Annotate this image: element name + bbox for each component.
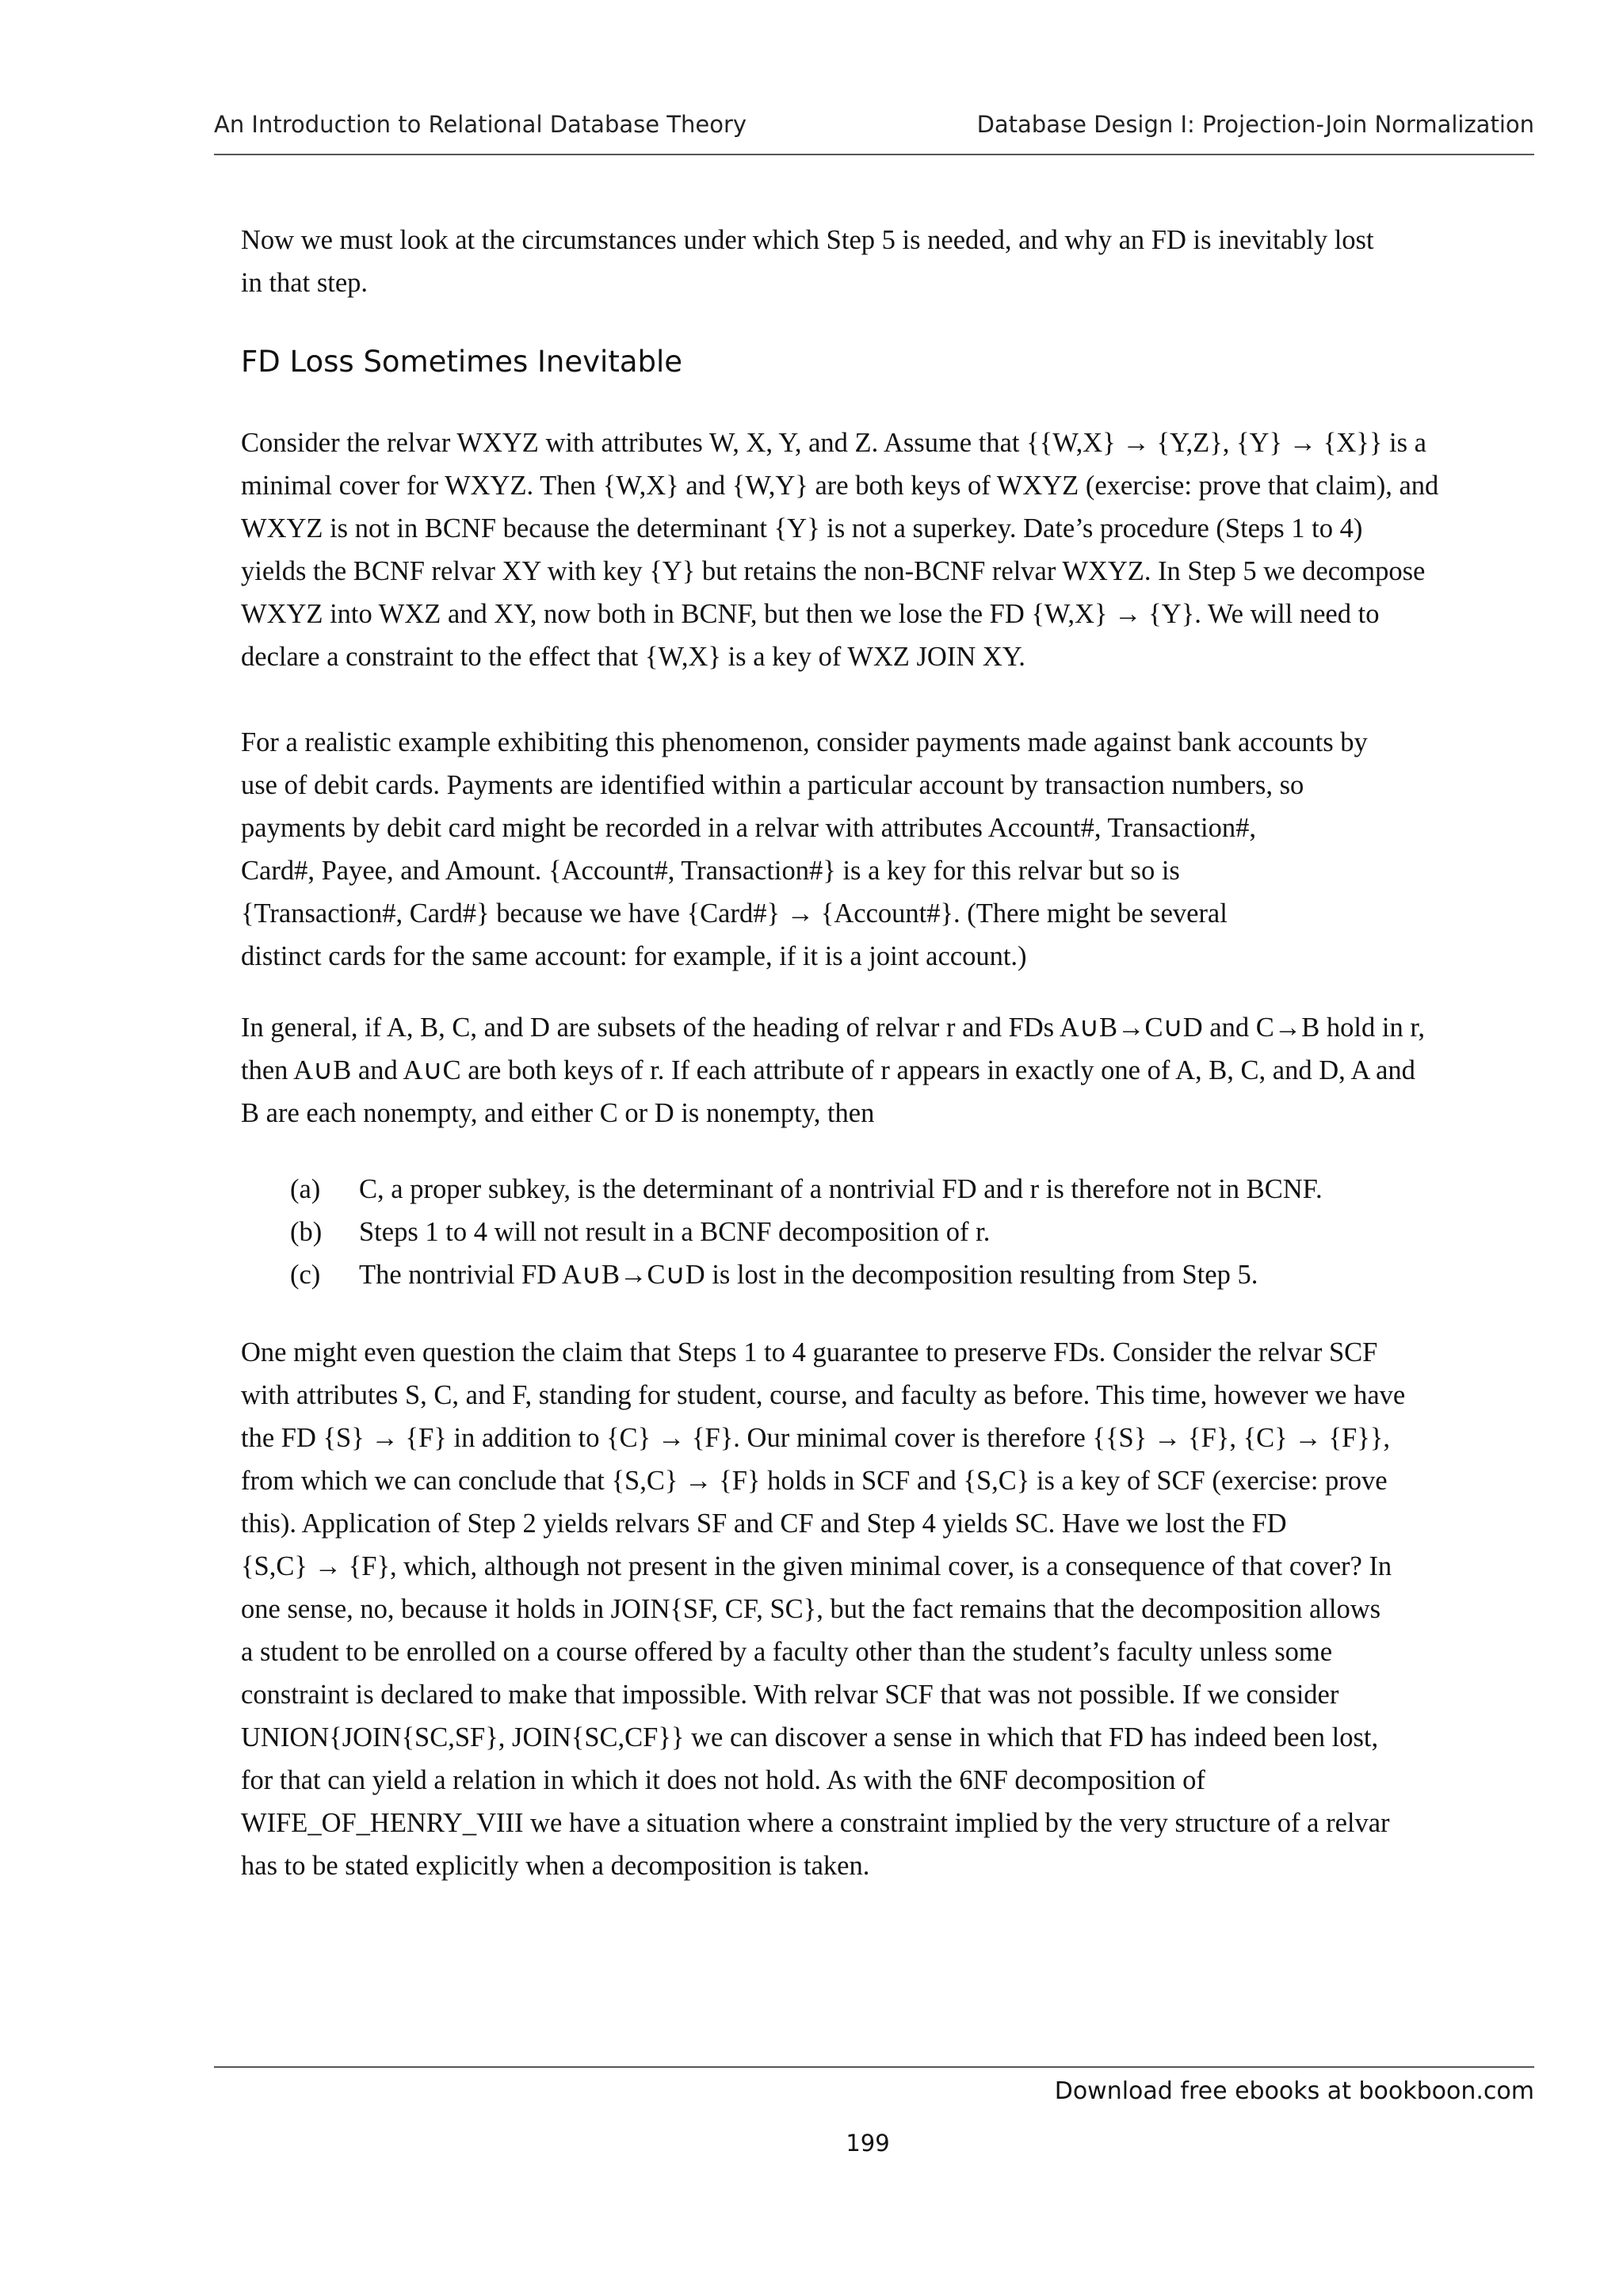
text-line: Card#, Payee, and Amount. {Account#, Transaction#} is a key for this relvar but so is — [241, 856, 1180, 886]
section-heading: FD Loss Sometimes Inevitable — [241, 345, 683, 379]
header-rule — [214, 154, 1534, 155]
text-line: one sense, no, because it holds in JOIN{SF, CF, SC}, but the fact remains that the decomposition allows — [241, 1594, 1381, 1624]
text-line: then A∪B and A∪C are both keys of r. If each attribute of r appears in exactly one of A, B, C, and D, A and — [241, 1055, 1415, 1085]
list-item-text: C, a proper subkey, is the determinant of a nontrivial FD and r is therefore not in BCNF. — [359, 1174, 1323, 1204]
list-item-label: (a) — [290, 1174, 321, 1204]
list-item-text: Steps 1 to 4 will not result in a BCNF decomposition of r. — [359, 1217, 991, 1247]
text-line: WIFE_OF_HENRY_VIII we have a situation where a constraint implied by the very structure of a relvar — [241, 1808, 1390, 1838]
text-line: constraint is declared to make that impossible. With relvar SCF that was not possible. If we consider — [241, 1680, 1339, 1710]
footer-rule — [214, 2066, 1534, 2068]
list-item — [241, 1253, 1534, 1296]
text-line: this). Application of Step 2 yields relvars SF and CF and Step 4 yields SC. Have we lost the FD — [241, 1508, 1287, 1539]
text-line: WXYZ into WXZ and XY, now both in BCNF, but then we lose the FD {W,X} → {Y}. We will need to — [241, 599, 1380, 629]
text-line: from which we can conclude that {S,C} → {F} holds in SCF and {S,C} is a key of SCF (exercise: prove — [241, 1466, 1388, 1496]
text-line: declare a constraint to the effect that {W,X} is a key of WXZ JOIN XY. — [241, 642, 1025, 672]
running-header-book-title: An Introduction to Relational Database Theory — [214, 111, 747, 138]
text-line: UNION{JOIN{SC,SF}, JOIN{SC,CF}} we can discover a sense in which that FD has indeed been lost, — [241, 1722, 1379, 1753]
text-line: WXYZ is not in BCNF because the determinant {Y} is not a superkey. Date’s procedure (Steps 1 to 4) — [241, 513, 1363, 543]
text-line: with attributes S, C, and F, standing for student, course, and faculty as before. This time, however we have — [241, 1380, 1406, 1410]
list-item-text: The nontrivial FD A∪B→C∪D is lost in the decomposition resulting from Step 5. — [359, 1260, 1258, 1290]
intro-paragraph — [241, 219, 1534, 304]
text-line: In general, if A, B, C, and D are subsets of the heading of relvar r and FDs A∪B→C∪D and C→B hold in r, — [241, 1013, 1426, 1043]
text-line: yields the BCNF relvar XY with key {Y} but retains the non-BCNF relvar WXYZ. In Step 5 we decompose — [241, 556, 1426, 586]
list-item-label: (b) — [290, 1217, 323, 1247]
text-line: distinct cards for the same account: for example, if it is a joint account.) — [241, 941, 1027, 971]
text-line: Consider the relvar WXYZ with attributes W, X, Y, and Z. Assume that {{W,X} → {Y,Z}, {Y} → {X}} is a — [241, 428, 1426, 458]
text-line: for that can yield a relation in which it does not hold. As with the 6NF decomposition of — [241, 1765, 1205, 1795]
text-line: use of debit cards. Payments are identified within a particular account by transaction numbers, so — [241, 770, 1304, 800]
text-line: payments by debit card might be recorded in a relvar with attributes Account#, Transaction#, — [241, 813, 1256, 843]
running-header-chapter-title: Database Design I: Projection-Join Normalization — [976, 111, 1534, 138]
paragraph-general-case — [241, 1006, 1534, 1135]
text-line: in that step. — [241, 268, 369, 298]
text-line: minimal cover for WXYZ. Then {W,X} and {W,Y} are both keys of WXYZ (exercise: prove that claim), and — [241, 471, 1439, 501]
paragraph-relvar-wxyz — [241, 421, 1534, 678]
paragraph-debit-card-example — [241, 721, 1534, 978]
list-item-label: (c) — [290, 1260, 321, 1290]
text-line: has to be stated explicitly when a decomposition is taken. — [241, 1851, 870, 1881]
list-item — [241, 1211, 1534, 1253]
text-line: For a realistic example exhibiting this phenomenon, consider payments made against bank accounts by — [241, 727, 1368, 757]
text-line: the FD {S} → {F} in addition to {C} → {F}. Our minimal cover is therefore {{S} → {F}, {C} → {F}}, — [241, 1423, 1390, 1453]
paragraph-relvar-scf — [241, 1331, 1534, 1887]
page-number: 199 — [846, 2130, 890, 2157]
text-line: a student to be enrolled on a course offered by a faculty other than the student’s faculty unless some — [241, 1637, 1333, 1667]
text-line: {S,C} → {F}, which, although not present in the given minimal cover, is a consequence of that cover? In — [241, 1551, 1392, 1581]
text-line: One might even question the claim that Steps 1 to 4 guarantee to preserve FDs. Consider the relvar SCF — [241, 1337, 1378, 1367]
consequence-list — [241, 1168, 1534, 1296]
list-item — [241, 1168, 1534, 1211]
text-line: {Transaction#, Card#} because we have {Card#} → {Account#}. (There might be several — [241, 898, 1228, 929]
download-link[interactable]: Download free ebooks at bookboon.com — [1054, 2077, 1534, 2105]
text-line: Now we must look at the circumstances under which Step 5 is needed, and why an FD is inevitably lost — [241, 225, 1374, 255]
text-line: B are each nonempty, and either C or D is nonempty, then — [241, 1098, 875, 1128]
section-heading-block — [241, 341, 1534, 383]
